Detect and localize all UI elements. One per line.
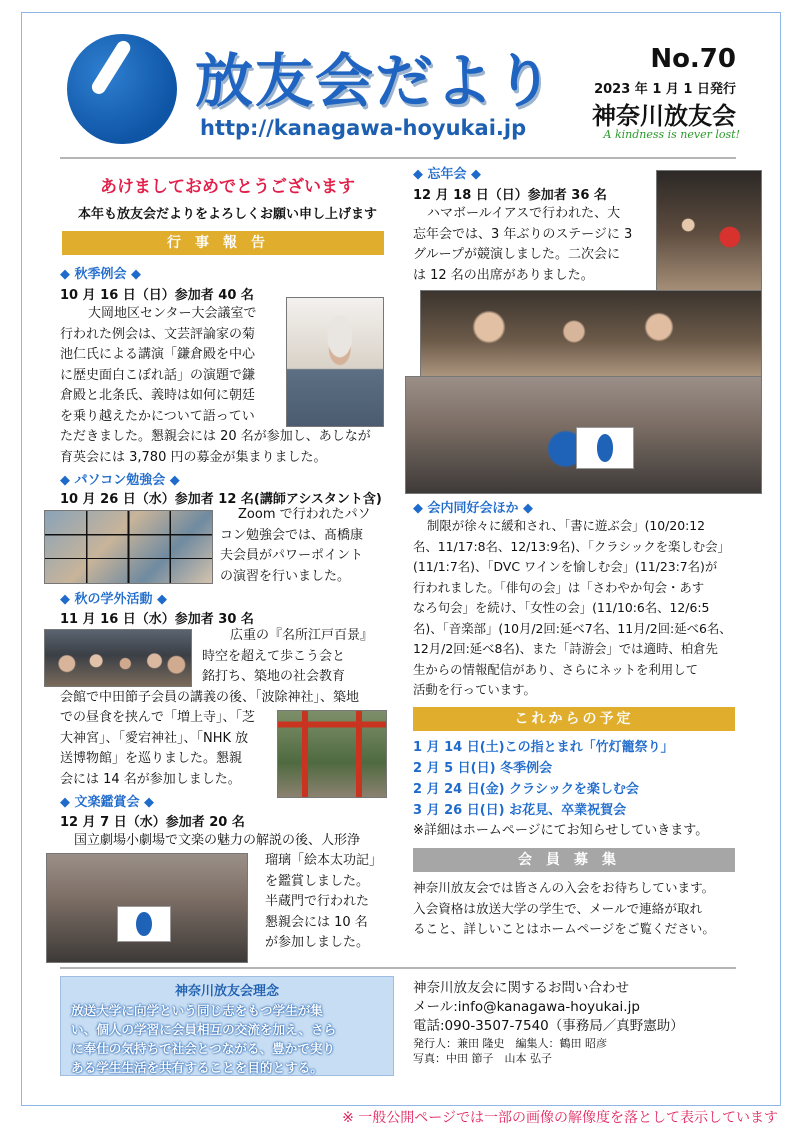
section-subtitle-pc: 10 月 26 日（水）参加者 12 名(講師アシスタント含)	[60, 492, 382, 507]
schedule-bar: これからの予定	[413, 707, 735, 731]
philosophy-text	[61, 999, 393, 1079]
text-line: 倉殿と北条氏、義時は如何に朝廷	[60, 388, 256, 403]
text-line: なろ句会」を続け、「女性の会」(11/10:6名、12/6:5	[413, 600, 710, 615]
schedule-note: ※詳細はホームページにてお知らせしていきます。	[413, 823, 709, 838]
text-line: の演習を行いました。	[220, 568, 351, 584]
new-year-headline: あけましておめでとうございます	[100, 177, 355, 197]
bounenkai-group-photo	[405, 376, 762, 494]
text-line: 瑠璃「絵本太功記」	[265, 853, 383, 868]
section-subtitle-bounenkai: 12 月 18 日（日）参加者 36 名	[413, 188, 607, 203]
text-line: Zoom で行われたパソ	[238, 507, 371, 522]
text-line: 入会資格は放送大学の学生で、メールで連絡が取れ	[413, 900, 703, 916]
greeting-line: 本年も放友会だよりをよろしくお願い申し上げます	[77, 207, 377, 222]
text-line: 制限が徐々に緩和され、「書に遊ぶ会」(10/20:12	[427, 518, 706, 533]
schedule-item: 2 月 24 日(金) クラシックを楽しむ会	[413, 782, 639, 797]
tagline: A kindness is never lost!	[603, 128, 740, 141]
contact-title: 神奈川放友会に関するお問い合わせ	[413, 980, 629, 996]
section-title-clubs: ◆ 会内同好会ほか ◆	[413, 501, 534, 516]
text-line: 放送大学に向学という同じ志をもつ学生が集	[71, 1003, 323, 1018]
section-subtitle-autumn: 10 月 16 日（日）参加者 40 名	[60, 288, 254, 303]
bounenkai-text	[413, 204, 653, 286]
issue-number: No.70	[650, 44, 736, 74]
club-flag-icon	[576, 427, 634, 469]
text-line: 名)、「音楽部」(10月/2回:延べ7名、11月/2回:延べ6名、	[413, 620, 732, 636]
org-name: 神奈川放友会	[592, 102, 736, 130]
text-line: 生からの情報配信があり、さらにネットを利用して	[413, 661, 698, 677]
text-line: 行われました。「俳句の会」は「さわやか句会・あす	[413, 579, 705, 595]
text-line: 時空を超えて歩こう会と	[202, 648, 346, 664]
contact-block	[413, 979, 684, 1066]
speaker-photo	[286, 297, 384, 427]
report-bar: 行事報告	[62, 231, 384, 255]
text-line: 会館で中田節子会員の講義の後、「波除神社」、築地	[60, 689, 360, 705]
schedule-item: 2 月 5 日(日) 冬季例会	[413, 761, 553, 776]
credits-photos: 写真：中田 節子 山本 弘子	[413, 1052, 552, 1065]
text-line: に奉仕の気持ちで社会とつながる、豊かで実り	[71, 1041, 336, 1056]
philosophy-title: 神奈川放友会理念	[174, 984, 279, 999]
text-line: 育英会には 3,780 円の募金が集まりました。	[60, 449, 327, 465]
text-line: 会には 14 名が参加しました。	[60, 771, 241, 787]
website-link[interactable]: http://kanagawa-hoyukai.jp	[200, 116, 527, 140]
text-line: コン勉強会では、髙橋康	[220, 527, 364, 543]
text-line: 半蔵門で行われた	[265, 894, 370, 909]
stage-performance-photo	[656, 170, 762, 292]
credits-publisher: 発行人：兼田 隆史 編集人：鶴田 昭彦	[413, 1037, 607, 1050]
bunraku-text	[265, 851, 395, 954]
contact-mail[interactable]: メール:info@kanagawa-hoyukai.jp	[413, 999, 640, 1015]
zoom-meeting-photo	[44, 510, 213, 584]
party-band-photo	[420, 290, 762, 382]
text-line: 池仁氏による講演「鎌倉殿を中心	[60, 347, 256, 362]
footnote: ※ 一般公開ページでは一部の画像の解像度を落として表示しています	[342, 1110, 778, 1126]
issue-date: 2023 年 1 月 1 日発行	[594, 82, 736, 97]
club-flag-icon	[117, 906, 171, 942]
text-line: を乗り越えたかについて語ってい	[60, 408, 255, 424]
section-title-bunraku: ◆ 文楽鑑賞会 ◆	[60, 795, 155, 810]
recruit-text	[413, 878, 753, 940]
section-subtitle-field-trip: 11 月 16 日（水）参加者 30 名	[60, 612, 254, 627]
bunraku-group-photo	[46, 853, 248, 963]
text-line: 懇親会には 10 名	[265, 914, 368, 930]
text-line: (11/1:7名)、「DVC ワインを愉しむ会」(11/23:7名)が	[413, 559, 718, 574]
contact-tel: 電話:090-3507-7540（事務局／真野憲助）	[413, 1018, 684, 1034]
text-line: ただきました。懇親会には 20 名が参加し、あしなが	[60, 429, 371, 444]
section-title-bounenkai: ◆ 忘年会 ◆	[413, 167, 482, 182]
text-line: での昼食を挟んで「増上寺」、「芝	[60, 710, 256, 725]
schedule-item: 1 月 14 日(土)この指とまれ「竹灯籠祭り」	[413, 740, 674, 755]
section-subtitle-bunraku: 12 月 7 日（水）参加者 20 名	[60, 815, 245, 830]
text-line: 名、11/17:8名、12/13:9名)、「クラシックを楽しむ会」	[413, 538, 730, 554]
section-title-field-trip: ◆ 秋の学外活動 ◆	[60, 592, 168, 607]
text-line: 12月/2回:延べ8名)、また「詩游会」では適時、柏倉先	[413, 641, 718, 656]
newsletter-title: 放友会だより	[195, 47, 556, 115]
text-line: が参加しました。	[265, 935, 370, 950]
text-line: 忘年会では、3 年ぶりのステージに 3	[413, 226, 633, 242]
text-line: ハマボールイアスで行われた、大	[427, 206, 621, 221]
section-title-pc: ◆ パソコン勉強会 ◆	[60, 473, 180, 488]
text-line: は 12 名の出席がありました。	[413, 267, 594, 283]
shrine-torii-photo	[277, 710, 387, 798]
clubs-text	[413, 516, 753, 701]
section-title-autumn: ◆ 秋季例会 ◆	[60, 267, 142, 282]
text-line: 広重の『名所江戸百景』	[230, 628, 374, 643]
pc-text	[220, 505, 390, 587]
text-line: ある学生生活を共有することを目的とする。	[71, 1060, 323, 1075]
divider	[60, 967, 736, 969]
schedule-list	[413, 737, 708, 842]
bunraku-first-line: 国立劇場小劇場で文楽の魅力の解説の後、人形浄	[74, 833, 361, 848]
divider	[60, 157, 736, 159]
text-line: を鑑賞しました。	[265, 873, 370, 889]
text-line: 銘打ち、築地の社会教育	[202, 669, 346, 684]
text-line: 活動を行っています。	[413, 682, 536, 697]
text-line: 大神宮」、「愛宕神社」、「NHK 放	[60, 730, 249, 746]
text-line: に歴史面白こぼれ話」の演題で鎌	[60, 367, 256, 383]
text-line: 大岡地区センター大会議室で	[88, 306, 257, 321]
text-line: ること、詳しいことはホームページをご覧ください。	[413, 921, 715, 936]
text-line: 行われた例会は、文芸評論家の菊	[60, 326, 256, 342]
philosophy-box	[60, 976, 394, 1076]
text-line: 夫会員がパワーポイント	[220, 548, 364, 563]
recruit-bar: 会員募集	[413, 848, 735, 872]
text-line: グループが競演しました。二次会に	[413, 247, 620, 262]
schedule-item: 3 月 26 日(日) お花見、卒業祝賀会	[413, 803, 627, 818]
text-line: 神奈川放友会では皆さんの入会をお待ちしています。	[413, 880, 715, 895]
text-line: 送博物館」を巡りました。懇親	[60, 751, 243, 766]
text-line: い、個人の学習に会員相互の交流を加え、さら	[71, 1022, 337, 1037]
